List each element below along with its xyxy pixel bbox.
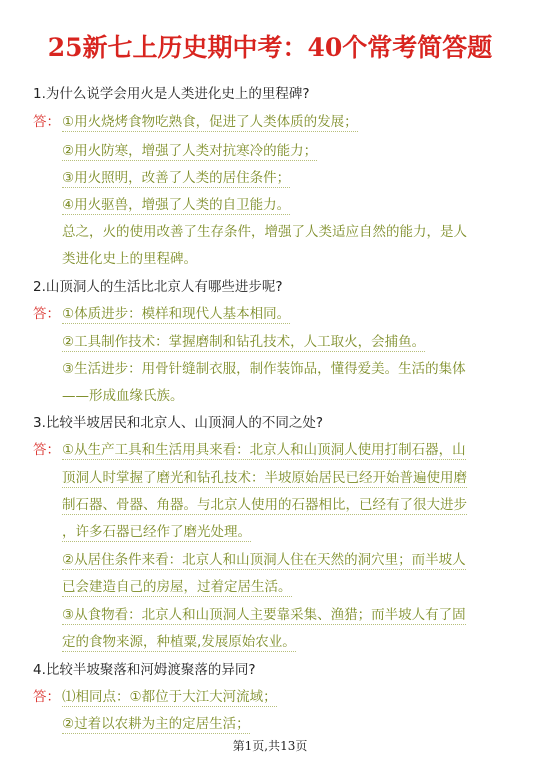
answer-1-line-3: ③用火照明，改善了人类的居住条件； bbox=[62, 166, 290, 188]
answer-3-line-4: ，许多石器已经作了磨光处理。 bbox=[62, 520, 251, 542]
answer-label-2: 答： bbox=[33, 306, 60, 322]
answer-3-line-3: 制石器、骨器、角器。与北京人使用的石器相比，已经有了很大进步 bbox=[62, 493, 467, 515]
answer-1-line-4: ④用火驱兽，增强了人类的自卫能力。 bbox=[62, 193, 290, 215]
answer-4-line-1: ⑴相同点：①都位于大江大河流域； bbox=[62, 685, 277, 707]
answer-3-line-7: ③从食物看：北京人和山顶洞人主要靠采集、渔猎；而半坡人有了固 bbox=[62, 603, 466, 625]
answer-1-line-2: ②用火防寒，增强了人类对抗寒冷的能力； bbox=[62, 139, 317, 161]
answer-4-line-2: ②过着以农耕为主的定居生活； bbox=[62, 712, 250, 734]
question-3: 3.比较半坡居民和北京人、山顶洞人的不同之处? bbox=[33, 415, 324, 431]
answer-3-line-8: 定的食物来源，种植粟,发展原始农业。 bbox=[62, 630, 296, 652]
answer-3-line-1: ①从生产工具和生活用具来看：北京人和山顶洞人使用打制石器，山 bbox=[62, 438, 466, 460]
question-2: 2.山顶洞人的生活比北京人有哪些进步呢? bbox=[33, 279, 283, 295]
question-4: 4.比较半坡聚落和河姆渡聚落的异同? bbox=[33, 662, 256, 678]
answer-2-line-2: ②工具制作技术：掌握磨制和钻孔技术，人工取火，会捕鱼。 bbox=[62, 330, 425, 352]
answer-3-line-6: 已会建造自己的房屋，过着定居生活。 bbox=[62, 575, 292, 597]
question-1: 1.为什么说学会用火是人类进化史上的里程碑? bbox=[33, 86, 310, 102]
answer-1-line-5: 总之，火的使用改善了生存条件，增强了人类适应自然的能力，是人 bbox=[62, 224, 467, 240]
answer-label-1: 答： bbox=[33, 114, 60, 130]
answer-1-line-1: ①用火烧烤食物吃熟食，促进了人类体质的发展； bbox=[62, 110, 358, 132]
page-title: 25新七上历史期中考：40个常考简答题 bbox=[47, 33, 493, 62]
answer-2-line-4: ——形成血缘氏族。 bbox=[62, 388, 184, 404]
answer-2-line-1: ①体质进步：模样和现代人基本相同。 bbox=[62, 302, 290, 324]
answer-1-line-6: 类进化史上的里程碑。 bbox=[62, 251, 197, 267]
answer-label-3: 答： bbox=[33, 442, 60, 458]
page-number: 第1页,共13页 bbox=[232, 739, 308, 753]
answer-3-line-5: ②从居住条件来看：北京人和山顶洞人住在天然的洞穴里；而半坡人 bbox=[62, 548, 466, 570]
answer-3-line-2: 顶洞人时掌握了磨光和钻孔技术：半坡原始居民已经开始普遍使用磨 bbox=[62, 466, 467, 488]
answer-label-4: 答： bbox=[33, 689, 60, 705]
answer-2-line-3: ③生活进步：用骨针缝制衣服，制作装饰品，懂得爱美。生活的集体 bbox=[62, 361, 466, 377]
